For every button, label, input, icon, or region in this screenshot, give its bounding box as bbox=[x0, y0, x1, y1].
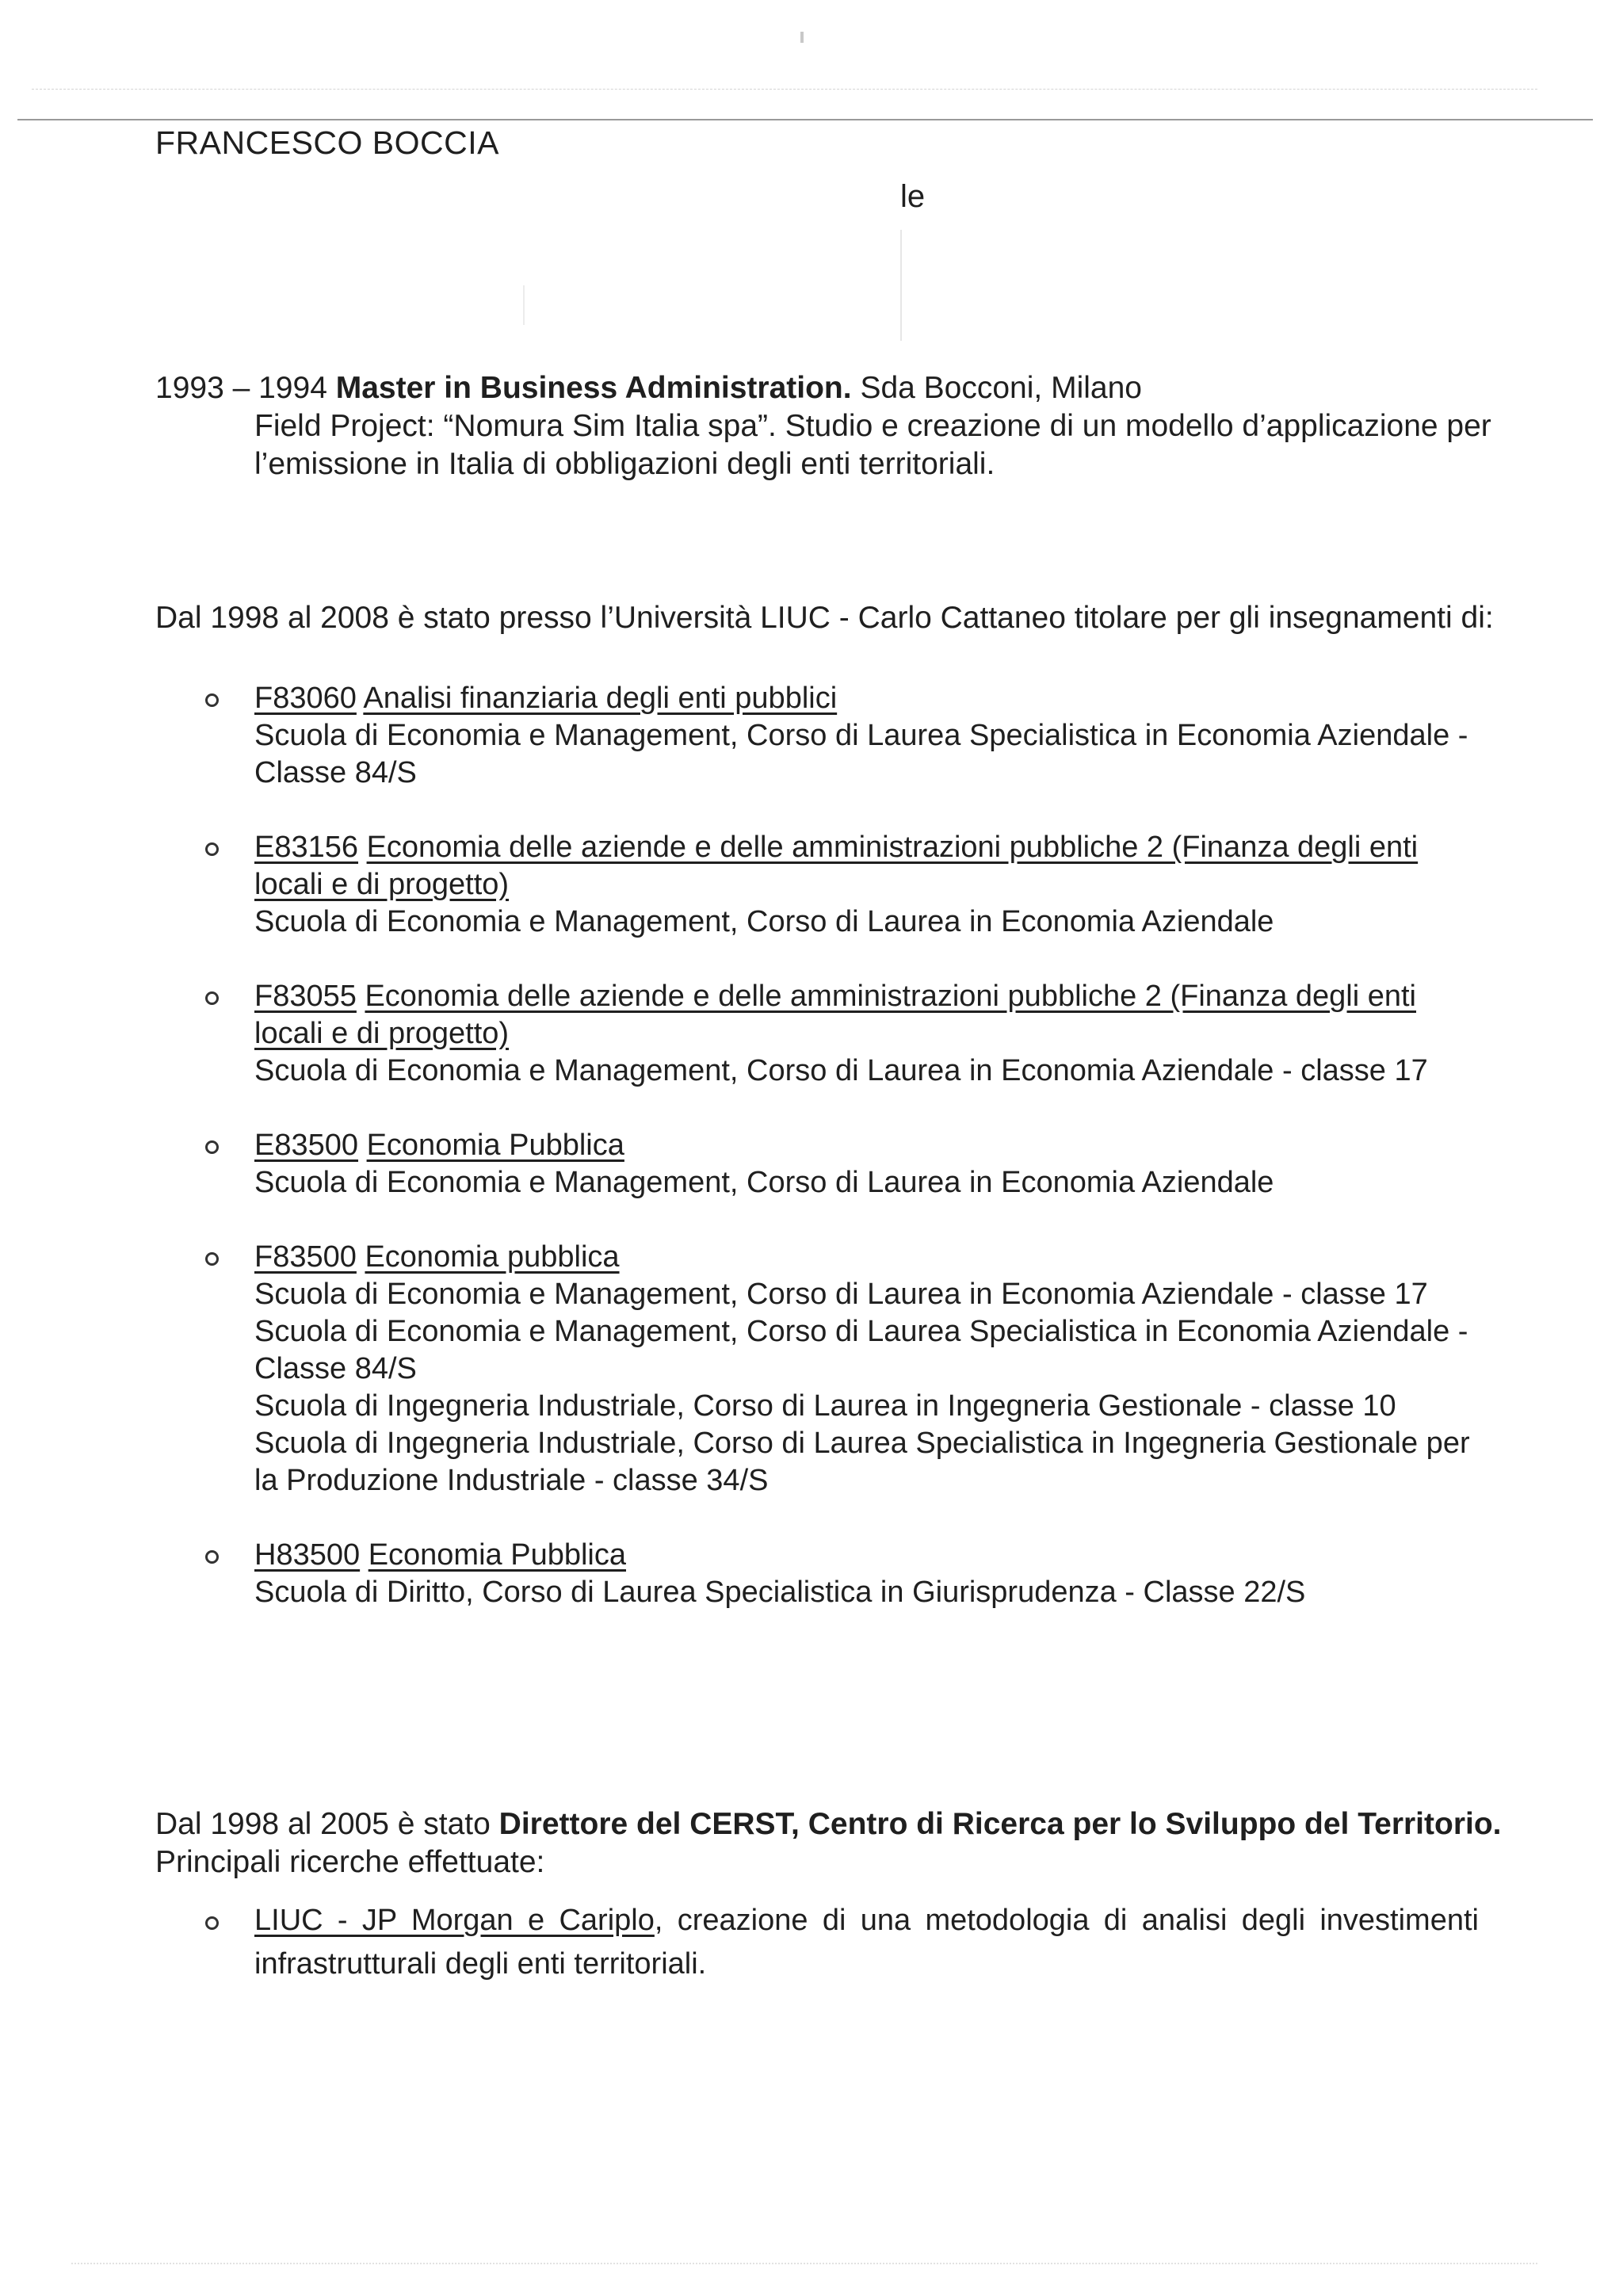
course-title: Economia delle aziende e delle amministrazioni pubbliche 2 (Finanza degli enti bbox=[366, 831, 1419, 864]
education-years: 1993 – 1994 bbox=[155, 371, 327, 405]
list-item bbox=[155, 1537, 1495, 1611]
scan-artifact-line bbox=[32, 89, 1537, 90]
education-project-line: Field Project: “Nomura Sim Italia spa”. Studio e creazione di un modello d’applicazione per bbox=[254, 409, 1491, 443]
header-rule bbox=[17, 119, 1593, 120]
scan-speck bbox=[523, 285, 525, 325]
bullet-icon bbox=[205, 842, 219, 856]
course-detail: Scuola di Economia e Management, Corso di Laurea in Economia Aziendale - classe 17 bbox=[254, 1054, 1428, 1087]
course-title: Analisi finanziaria degli enti pubblici bbox=[363, 682, 838, 715]
course-detail: Scuola di Economia e Management, Corso di Laurea Specialistica in Economia Aziendale - bbox=[254, 1315, 1468, 1348]
scan-speck bbox=[800, 32, 804, 43]
scan-artifact-line bbox=[71, 2263, 1537, 2264]
course-title: Economia pubblica bbox=[365, 1240, 620, 1274]
header-fragment: le bbox=[900, 179, 926, 214]
research-role: Direttore del CERST, Centro di Ricerca per lo Sviluppo del Territorio. bbox=[498, 1807, 1502, 1841]
bullet-icon bbox=[205, 991, 219, 1005]
research-description-continued: infrastrutturali degli enti territoriali. bbox=[254, 1947, 707, 1981]
course-code: F83055 bbox=[254, 980, 357, 1013]
list-item bbox=[155, 978, 1495, 1090]
course-detail: Scuola di Economia e Management, Corso di Laurea in Economia Aziendale bbox=[254, 905, 1274, 938]
bullet-icon bbox=[205, 693, 219, 707]
education-project-line: l’emissione in Italia di obbligazioni degli enti territoriali. bbox=[254, 447, 995, 481]
document-author: FRANCESCO BOCCIA bbox=[155, 124, 499, 161]
bullet-icon bbox=[205, 1550, 219, 1564]
course-detail: Scuola di Ingegneria Industriale, Corso di Laurea in Ingegneria Gestionale - classe 10 bbox=[254, 1389, 1396, 1423]
education-heading-line bbox=[155, 369, 1491, 407]
research-partner: LIUC - JP Morgan e Cariplo bbox=[254, 1904, 655, 1937]
research-intro: Dal 1998 al 2005 è stato bbox=[155, 1807, 491, 1841]
course-code: E83156 bbox=[254, 831, 359, 864]
research-subheading: Principali ricerche effettuate: bbox=[155, 1845, 545, 1879]
course-detail: Classe 84/S bbox=[254, 1352, 417, 1385]
course-title: Economia delle aziende e delle amministrazioni pubbliche 2 (Finanza degli enti bbox=[365, 980, 1417, 1013]
course-detail: Scuola di Economia e Management, Corso di Laurea in Economia Aziendale - classe 17 bbox=[254, 1278, 1428, 1311]
list-item bbox=[155, 1127, 1495, 1201]
course-title: Economia Pubblica bbox=[366, 1129, 624, 1162]
course-title: Economia Pubblica bbox=[368, 1538, 626, 1572]
list-item bbox=[155, 1899, 1479, 1986]
list-item bbox=[155, 680, 1495, 792]
course-code: H83500 bbox=[254, 1538, 361, 1572]
course-detail: Scuola di Economia e Management, Corso di Laurea Specialistica in Economia Aziendale - bbox=[254, 719, 1468, 752]
course-detail: la Produzione Industriale - classe 34/S bbox=[254, 1464, 769, 1497]
course-detail: Scuola di Ingegneria Industriale, Corso di Laurea Specialistica in Ingegneria Gestionale per bbox=[254, 1427, 1470, 1460]
research-list bbox=[155, 1899, 1479, 1986]
course-detail: Scuola di Economia e Management, Corso di Laurea in Economia Aziendale bbox=[254, 1166, 1274, 1199]
course-title-continued: locali e di progetto) bbox=[254, 868, 510, 901]
research-description: , creazione di una metodologia di analisi degli investimenti bbox=[654, 1904, 1479, 1937]
list-item bbox=[155, 1239, 1495, 1499]
list-item bbox=[155, 829, 1495, 941]
course-detail: Classe 84/S bbox=[254, 756, 417, 789]
course-list bbox=[155, 680, 1495, 1611]
research-section bbox=[155, 1805, 1502, 1881]
bullet-icon bbox=[205, 1252, 219, 1266]
teaching-intro: Dal 1998 al 2008 è stato presso l’Università LIUC - Carlo Cattaneo titolare per gli insegnamenti di: bbox=[155, 601, 1494, 635]
education-degree: Master in Business Administration. bbox=[335, 371, 852, 405]
scan-speck bbox=[900, 230, 902, 341]
course-code: F83060 bbox=[254, 682, 357, 715]
bullet-icon bbox=[205, 1140, 219, 1154]
course-code: F83500 bbox=[254, 1240, 357, 1274]
course-title-continued: locali e di progetto) bbox=[254, 1017, 510, 1050]
bullet-icon bbox=[205, 1916, 219, 1930]
course-code: E83500 bbox=[254, 1129, 359, 1162]
course-detail: Scuola di Diritto, Corso di Laurea Specialistica in Giurisprudenza - Classe 22/S bbox=[254, 1576, 1306, 1609]
education-school: Sda Bocconi, Milano bbox=[860, 371, 1142, 405]
education-section bbox=[155, 369, 1491, 483]
